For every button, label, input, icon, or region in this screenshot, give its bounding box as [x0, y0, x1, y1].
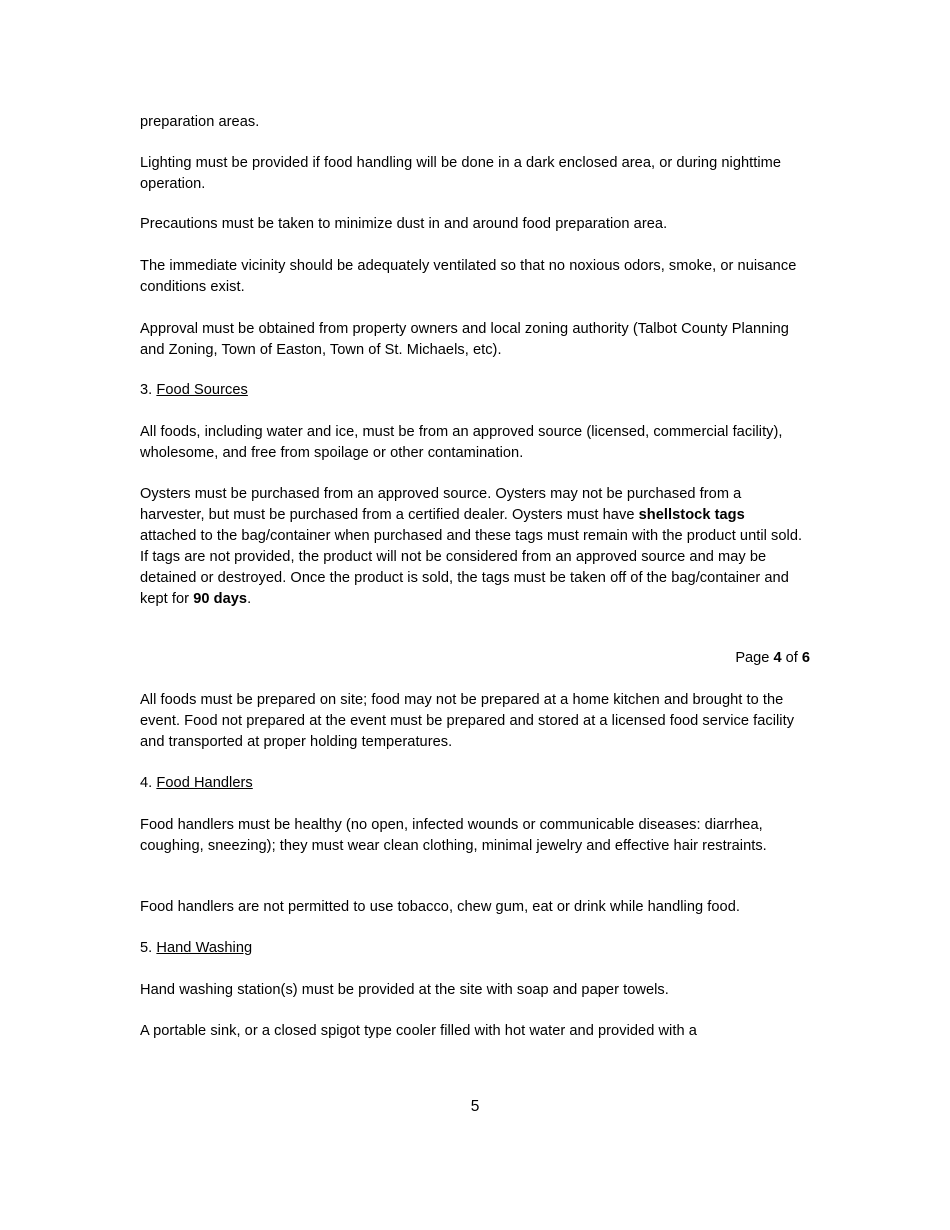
- paragraph-healthy-handlers: Food handlers must be healthy (no open, infected wounds or communicable diseases: diarrhea, coughing, sneezing); they must wear clean clothing, minimal jewelry and effective hair restraints.: [140, 817, 767, 854]
- paragraph-approved-source: All foods, including water and ice, must be from an approved source (licensed, commercial facility), wholesome, and free from spoilage or other contamination.: [140, 424, 783, 461]
- section-number: 5.: [140, 940, 157, 956]
- paragraph-prepared-on-site: All foods must be prepared on site; food may not be prepared at a home kitchen and brought to the event. Food not prepared at the event must be prepared and stored at a licensed food service facility and transported at proper holding temperatures.: [140, 692, 795, 750]
- section-title: Food Handlers: [156, 775, 253, 791]
- paragraph-dust: Precautions must be taken to minimize dust in and around food preparation area.: [140, 216, 668, 232]
- shellstock-tags-emphasis: shellstock tags: [638, 507, 745, 523]
- paragraph-hand-washing-station: Hand washing station(s) must be provided at the site with soap and paper towels.: [140, 982, 669, 998]
- section-number: 4.: [140, 775, 157, 791]
- page-indicator: [735, 648, 810, 669]
- section-heading-hand-washing: [140, 938, 805, 959]
- page-indicator-total: 6: [801, 650, 810, 666]
- oysters-text-b: attached to the bag/container when purchased and these tags must remain with the product until sold. If tags are not provided, the product will not be considered from an approved source and may be detained or destroyed. Once the product is sold, the tags must be taken off of the bag/container and kept for: [140, 528, 803, 607]
- paragraph-preparation-areas: preparation areas.: [140, 114, 260, 130]
- section-heading-food-sources: [140, 380, 805, 401]
- section-title: Hand Washing: [156, 940, 253, 956]
- page-number: 5: [470, 1098, 480, 1115]
- paragraph-no-tobacco: Food handlers are not permitted to use tobacco, chew gum, eat or drink while handling food.: [140, 899, 740, 915]
- paragraph-approval: Approval must be obtained from property owners and local zoning authority (Talbot County Planning and Zoning, Town of Easton, Town of St. Michaels, etc).: [140, 321, 789, 358]
- paragraph-oysters: [140, 484, 805, 610]
- page-indicator-current: 4: [773, 650, 782, 666]
- paragraph-portable-sink: A portable sink, or a closed spigot type cooler filled with hot water and provided with a: [140, 1023, 697, 1039]
- paragraph-lighting: Lighting must be provided if food handling will be done in a dark enclosed area, or during nighttime operation.: [140, 155, 782, 192]
- section-number: 3.: [140, 382, 157, 398]
- section-title: Food Sources: [156, 382, 248, 398]
- oysters-text-c: .: [247, 591, 252, 607]
- ninety-days-emphasis: 90 days: [193, 591, 248, 607]
- page-indicator-middle: of: [781, 650, 802, 666]
- paragraph-ventilation: The immediate vicinity should be adequately ventilated so that no noxious odors, smoke, or nuisance conditions exist.: [140, 258, 797, 295]
- section-heading-food-handlers: [140, 773, 805, 794]
- oysters-text-a: Oysters must be purchased from an approved source. Oysters may not be purchased from a harvester, but must be purchased from a certified dealer. Oysters must have: [140, 486, 742, 523]
- page-indicator-prefix: Page: [735, 650, 774, 666]
